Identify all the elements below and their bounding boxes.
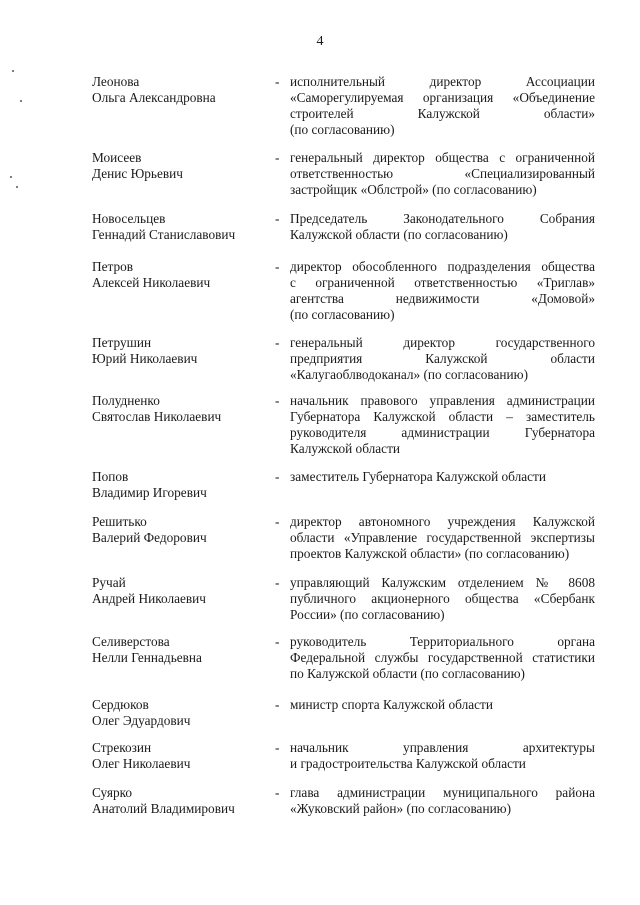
separator-dash: -	[275, 740, 280, 755]
position-line: директор автономного учреждения Калужской	[290, 514, 595, 529]
member-position	[290, 74, 595, 138]
member-given-names: Алексей Николаевич	[92, 275, 211, 290]
member-position	[290, 469, 595, 485]
member-surname: Стрекозин	[92, 740, 152, 755]
member-name	[92, 634, 272, 666]
position-line: агентства недвижимости «Домовой»	[290, 291, 595, 306]
separator-dash: -	[275, 575, 280, 590]
member-given-names: Геннадий Станиславович	[92, 227, 236, 242]
member-surname: Полудненко	[92, 393, 160, 408]
member-surname: Сердюков	[92, 697, 149, 712]
position-line: министр спорта Калужской области	[290, 697, 493, 712]
position-line: «Калугаоблводоканал» (по согласованию)	[290, 367, 529, 382]
member-surname: Петрушин	[92, 335, 152, 350]
member-position	[290, 150, 595, 198]
scan-speck	[16, 186, 18, 188]
position-line: управляющий Калужским отделением № 8608	[290, 575, 595, 590]
member-given-names: Денис Юрьевич	[92, 166, 183, 181]
position-line: Председатель Законодательного Собрания	[290, 211, 595, 226]
member-surname: Новосельцев	[92, 211, 166, 226]
member-surname: Селиверстова	[92, 634, 170, 649]
member-name	[92, 575, 272, 607]
member-position	[290, 393, 595, 457]
member-name	[92, 697, 272, 729]
member-given-names: Святослав Николаевич	[92, 409, 222, 424]
position-line: начальник управления архитектуры	[290, 740, 595, 755]
position-line: строителей Калужской области»	[290, 106, 595, 121]
position-line: проектов Калужской области» (по согласованию)	[290, 546, 570, 561]
position-line: руководителя администрации Губернатора	[290, 425, 595, 440]
member-surname: Моисеев	[92, 150, 142, 165]
member-position	[290, 259, 595, 323]
member-name	[92, 335, 272, 367]
member-given-names: Олег Николаевич	[92, 756, 191, 771]
separator-dash: -	[275, 697, 280, 712]
position-line: руководитель Территориального органа	[290, 634, 595, 649]
position-line: начальник правового управления администрации	[290, 393, 595, 408]
member-position	[290, 697, 595, 713]
scan-speck	[20, 100, 22, 102]
member-given-names: Анатолий Владимирович	[92, 801, 235, 816]
member-given-names: Валерий Федорович	[92, 530, 207, 545]
separator-dash: -	[275, 150, 280, 165]
member-given-names: Юрий Николаевич	[92, 351, 198, 366]
member-position	[290, 335, 595, 383]
separator-dash: -	[275, 259, 280, 274]
position-line: Калужской области	[290, 441, 400, 456]
separator-dash: -	[275, 514, 280, 529]
separator-dash: -	[275, 469, 280, 484]
position-line: «Жуковский район» (по согласованию)	[290, 801, 512, 816]
position-line: генеральный директор общества с ограниченной	[290, 150, 595, 165]
page-number: 4	[316, 34, 324, 49]
member-surname: Попов	[92, 469, 129, 484]
separator-dash: -	[275, 785, 280, 800]
member-given-names: Ольга Александровна	[92, 90, 216, 105]
position-line: глава администрации муниципального района	[290, 785, 595, 800]
member-name	[92, 785, 272, 817]
position-line: заместитель Губернатора Калужской области	[290, 469, 546, 484]
position-line: по Калужской области (по согласованию)	[290, 666, 525, 681]
member-surname: Петров	[92, 259, 134, 274]
position-line: Федеральной службы государственной статистики	[290, 650, 595, 665]
position-line: «Саморегулируемая организация «Объединение	[290, 90, 595, 105]
position-line: генеральный директор государственного	[290, 335, 595, 350]
member-position	[290, 634, 595, 682]
member-given-names: Андрей Николаевич	[92, 591, 206, 606]
member-position	[290, 785, 595, 817]
member-surname: Суярко	[92, 785, 133, 800]
separator-dash: -	[275, 634, 280, 649]
member-given-names: Нелли Геннадьевна	[92, 650, 202, 665]
scan-speck	[12, 70, 14, 72]
member-given-names: Владимир Игоревич	[92, 485, 207, 500]
member-name	[92, 150, 272, 182]
position-line: и градостроительства Калужской области	[290, 756, 526, 771]
member-name	[92, 259, 272, 291]
separator-dash: -	[275, 335, 280, 350]
position-line: директор обособленного подразделения общества	[290, 259, 595, 274]
position-line: Калужской области (по согласованию)	[290, 227, 508, 242]
member-name	[92, 74, 272, 106]
separator-dash: -	[275, 211, 280, 226]
member-position	[290, 575, 595, 623]
position-line: области «Управление государственной экспертизы	[290, 530, 595, 545]
member-surname: Решитько	[92, 514, 147, 529]
position-line: Губернатора Калужской области – заместитель	[290, 409, 595, 424]
member-surname: Леонова	[92, 74, 140, 89]
member-position	[290, 211, 595, 243]
member-name	[92, 514, 272, 546]
position-line: России» (по согласованию)	[290, 607, 445, 622]
member-surname: Ручай	[92, 575, 126, 590]
member-position	[290, 514, 595, 562]
position-line: (по согласованию)	[290, 122, 395, 137]
member-name	[92, 211, 272, 243]
position-line: предприятия Калужской области	[290, 351, 595, 366]
member-name	[92, 469, 272, 501]
position-line: с ограниченной ответственностью «Триглав»	[290, 275, 595, 290]
member-position	[290, 740, 595, 772]
position-line: публичного акционерного общества «Сбербанк	[290, 591, 595, 606]
position-line: ответственностью «Специализированный	[290, 166, 595, 181]
member-name	[92, 740, 272, 772]
position-line: (по согласованию)	[290, 307, 395, 322]
separator-dash: -	[275, 393, 280, 408]
member-given-names: Олег Эдуардович	[92, 713, 191, 728]
position-line: исполнительный директор Ассоциации	[290, 74, 595, 89]
scan-speck	[10, 176, 12, 178]
member-name	[92, 393, 272, 425]
separator-dash: -	[275, 74, 280, 89]
position-line: застройщик «Облстрой» (по согласованию)	[290, 182, 537, 197]
